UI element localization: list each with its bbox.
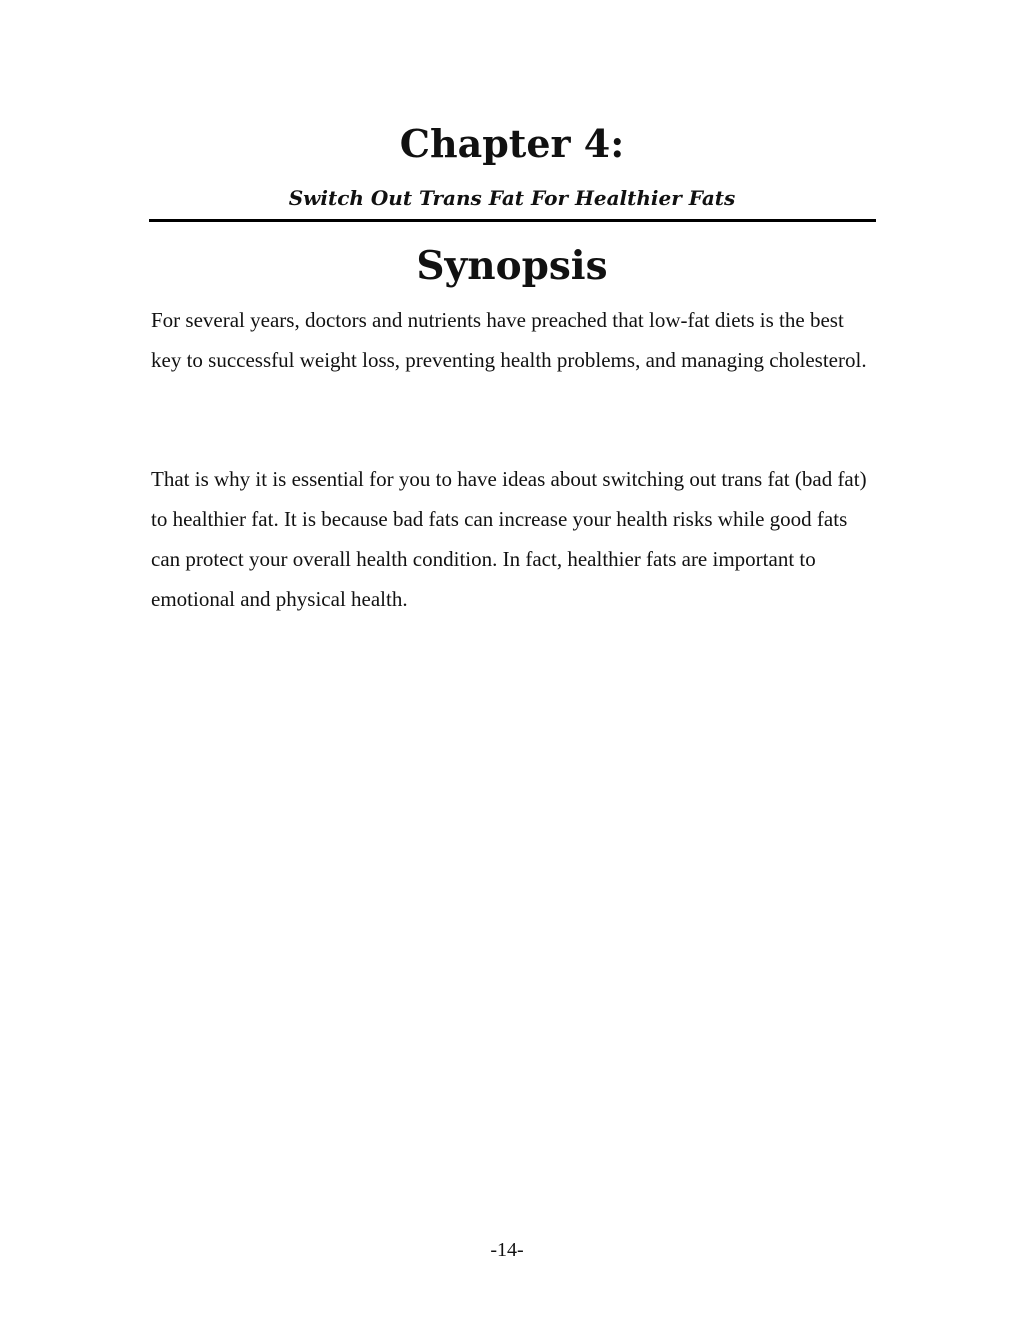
title-divider (149, 219, 876, 222)
section-title: Synopsis (416, 243, 608, 289)
body-paragraph-1: For several years, doctors and nutrients have preached that low-fat diets is the best key to successful weight loss, preventing health problems, and managing cholesterol. (151, 308, 867, 372)
chapter-title: Chapter 4: (399, 121, 625, 166)
page-number: -14- (490, 1239, 524, 1261)
body-paragraph-2: That is why it is essential for you to have ideas about switching out trans fat (bad fat) to healthier fat. It is because bad fats can increase your health risks while good fats can protect your overall health condition. In fact, healthier fats are important to emotional and physical health. (151, 467, 867, 611)
chapter-subtitle: Switch Out Trans Fat For Healthier Fats (288, 186, 736, 210)
